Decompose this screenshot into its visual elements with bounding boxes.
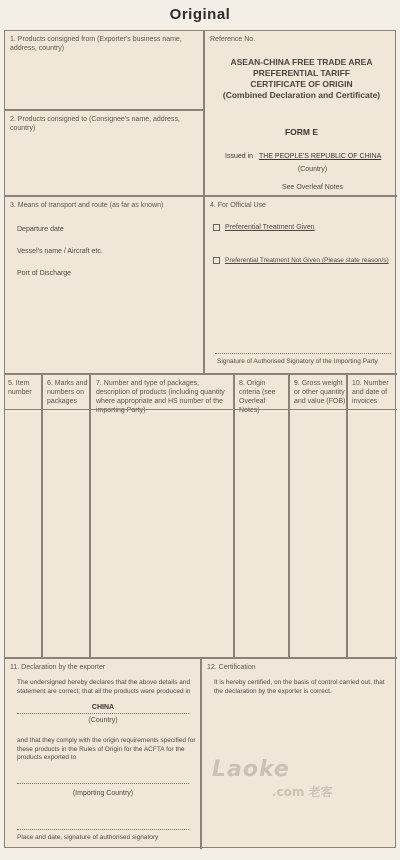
box-3-transport[interactable] bbox=[5, 196, 204, 374]
page-title: Original bbox=[169, 6, 231, 23]
column-5-label: 5. Item number bbox=[8, 380, 32, 396]
overleaf-notes: See Overleaf Notes bbox=[281, 184, 344, 191]
treatment-given-label: Preferential Treatment Given bbox=[225, 224, 315, 231]
certification-text: It is hereby certified, on the basis of control carried out, that the declaration by the exporter is correct. bbox=[214, 679, 385, 695]
column-header-divider bbox=[5, 409, 397, 410]
importing-country-caption: (Importing Country) bbox=[72, 790, 134, 797]
reference-block bbox=[204, 31, 397, 196]
column-item-number[interactable] bbox=[5, 374, 42, 658]
box-11-label: 11. Declaration by the exporter bbox=[10, 664, 106, 671]
treatment-given-checkbox[interactable] bbox=[213, 224, 220, 231]
issued-country-caption: (Country) bbox=[297, 166, 328, 173]
box-12-label: 12. Certification bbox=[207, 664, 256, 671]
title-line-3: CERTIFICATE OF ORIGIN bbox=[250, 79, 353, 89]
watermark-logo bbox=[212, 757, 290, 782]
title-line-1: ASEAN-CHINA FREE TRADE AREA bbox=[230, 57, 373, 67]
column-invoices[interactable] bbox=[347, 374, 397, 658]
reference-label: Reference No. bbox=[210, 36, 256, 43]
treatment-not-given-checkbox[interactable] bbox=[213, 257, 220, 264]
box-1-exporter[interactable] bbox=[5, 31, 204, 110]
departure-date-label: Departure date bbox=[17, 226, 64, 233]
official-signature-caption: Signature of Authorised Signatory of the Importing Party bbox=[217, 358, 378, 365]
box-11-declaration[interactable] bbox=[5, 658, 201, 849]
watermark-text: Laoke bbox=[212, 757, 290, 782]
treatment-not-given-label: Preferential Treatment Not Given (Please state reason/s) bbox=[225, 257, 389, 265]
certificate-title bbox=[205, 57, 398, 101]
exporter-signature-line bbox=[17, 829, 189, 830]
column-description[interactable] bbox=[90, 374, 234, 658]
column-8-label: 8. Origin criteria (see Overleaf Notes) bbox=[239, 380, 276, 414]
box-4-official-use bbox=[204, 196, 397, 374]
importing-country-line bbox=[17, 783, 189, 784]
column-10-label: 10. Number and date of invoices bbox=[352, 380, 389, 405]
port-of-discharge-label: Port of Discharge bbox=[17, 270, 72, 277]
vessel-name-label: Vessel's name / Aircraft etc. bbox=[17, 248, 103, 255]
issued-in-row bbox=[225, 153, 395, 160]
box-3-label: 3. Means of transport and route (as far as known) bbox=[10, 202, 164, 209]
issued-country-value: THE PEOPLE'S REPUBLIC OF CHINA bbox=[258, 153, 382, 160]
certificate-form bbox=[4, 30, 396, 848]
declaration-country-caption: (Country) bbox=[88, 717, 118, 724]
issued-in-label: Issued in bbox=[225, 153, 254, 160]
column-9-label: 9. Gross weight or other quantity and value (FOB) bbox=[294, 380, 346, 405]
box-12-certification bbox=[201, 658, 397, 849]
column-7-label: 7. Number and type of packages, description of products (including quantity where appropriate and HS number of the importing Party) bbox=[96, 380, 225, 414]
column-marks-numbers[interactable] bbox=[42, 374, 90, 658]
box-2-consignee[interactable] bbox=[5, 110, 204, 196]
title-line-2: PREFERENTIAL TARIFF bbox=[253, 68, 350, 78]
declaration-country-value: CHINA bbox=[91, 704, 115, 711]
declaration-country-line bbox=[17, 713, 189, 714]
title-line-4: (Combined Declaration and Certificate) bbox=[222, 90, 381, 100]
column-gross-weight[interactable] bbox=[289, 374, 347, 658]
box-2-label: 2. Products consigned to (Consignee's name, address, country) bbox=[10, 116, 180, 132]
declaration-text-2: and that they comply with the origin requirements specified for these products in the Rules of Origin for the ACFTA for the products exported to bbox=[17, 737, 196, 761]
column-origin-criteria[interactable] bbox=[234, 374, 289, 658]
exporter-signature-caption: Place and date, signature of authorised signatory bbox=[17, 834, 159, 841]
official-signature-line bbox=[215, 353, 391, 354]
watermark-subtext: .com 老客 bbox=[272, 785, 333, 799]
box-4-label: 4. For Official Use bbox=[210, 202, 266, 209]
option-treatment-not-given[interactable] bbox=[213, 257, 395, 266]
column-6-label: 6. Marks and numbers on packages bbox=[47, 380, 88, 405]
form-label: FORM E bbox=[284, 127, 319, 137]
option-treatment-given[interactable] bbox=[213, 223, 393, 232]
declaration-text-1: The undersigned hereby declares that the above details and statement are correct; that all the products were produced in bbox=[17, 679, 191, 695]
box-1-label: 1. Products consigned from (Exporter's business name, address, country) bbox=[10, 36, 182, 52]
